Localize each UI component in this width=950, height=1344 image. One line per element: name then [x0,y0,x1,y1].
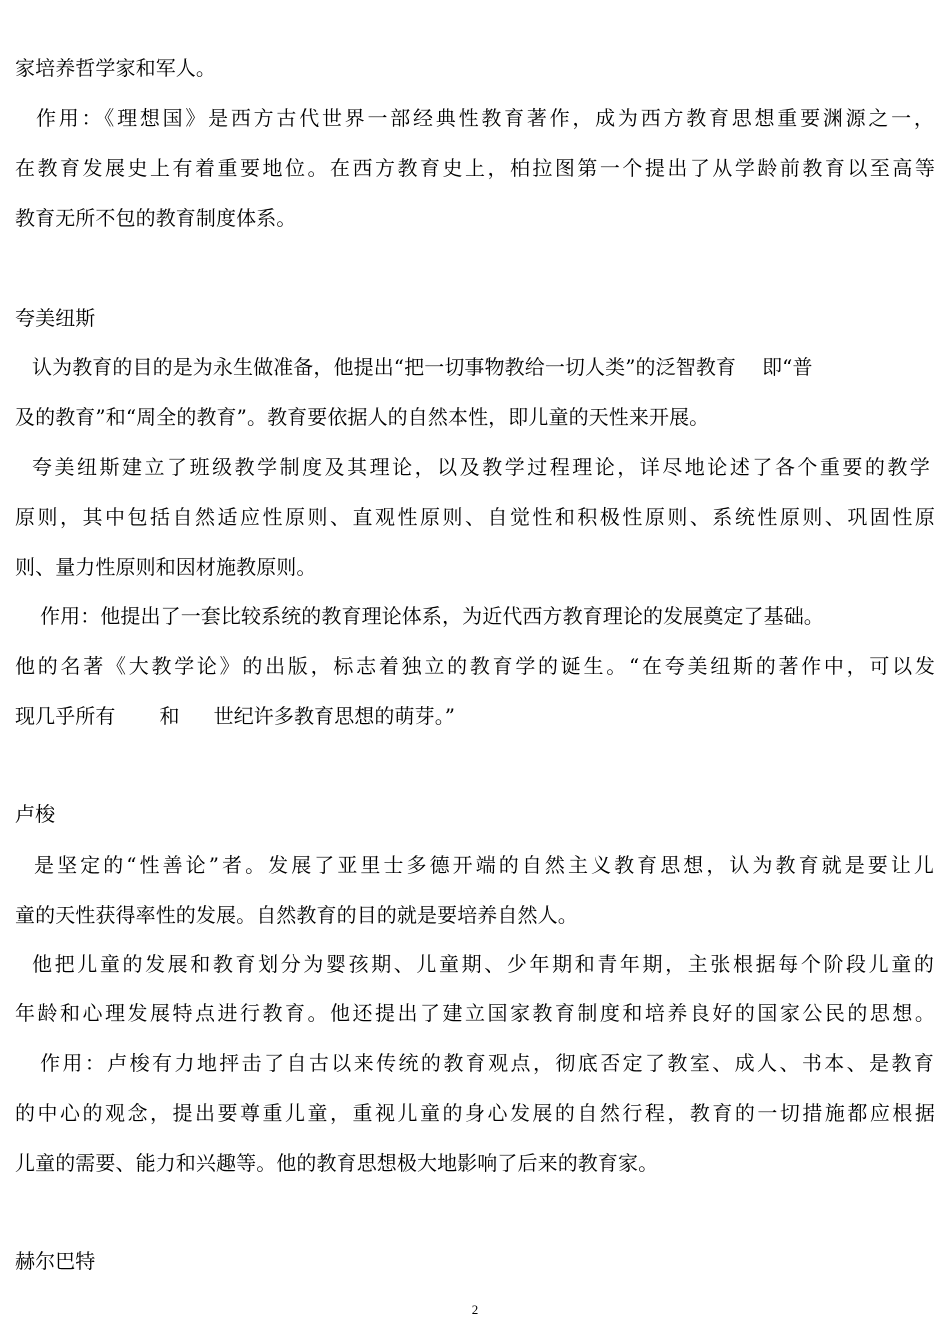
section-heading: 夸美纽斯 [15,306,96,330]
paragraph-line: 则、量力性原则和因材施教原则。 [15,555,317,579]
text-run: 世纪许多教育思想的萌芽。” [213,704,456,728]
text-run: 即“普 [762,355,813,379]
paragraph-line: 家培养哲学家和军人。 [15,56,216,80]
page-number: 2 [471,1302,479,1317]
paragraph-line: 作用：他提出了一套比较系统的教育理论体系，为近代西方教育理论的发展奠定了基础。 [40,604,824,628]
paragraph-line: 童的天性获得率性的发展。自然教育的目的就是要培养自然人。 [15,903,578,927]
paragraph-line: 原则，其中包括自然适应性原则、直观性原则、自觉性和积极性原则、系统性原则、巩固性原 [15,505,935,529]
paragraph-line [15,702,935,730]
paragraph-line: 儿童的需要、能力和兴趣等。他的教育思想极大地影响了后来的教育家。 [15,1151,659,1175]
paragraph-line: 的中心的观念，提出要尊重儿童，重视儿童的身心发展的自然行程，教育的一切措施都应根据 [15,1101,935,1125]
section-heading: 赫尔巴特 [15,1249,96,1273]
paragraph-line: 年龄和心理发展特点进行教育。他还提出了建立国家教育制度和培养良好的国家公民的思想。 [15,1001,935,1025]
paragraph-line: 作用：卢梭有力地抨击了自古以来传统的教育观点，彻底否定了教室、成人、书本、是教育 [40,1051,934,1075]
paragraph-line: 教育无所不包的教育制度体系。 [15,206,297,230]
paragraph-line: 在教育发展史上有着重要地位。在西方教育史上，柏拉图第一个提出了从学龄前教育以至高等 [15,156,935,180]
paragraph-line [32,353,935,381]
paragraph-line: 及的教育”和“周全的教育”。教育要依据人的自然本性，即儿童的天性来开展。 [15,405,710,429]
text-run: 和 [159,704,180,728]
section-heading: 卢梭 [15,802,56,826]
paragraph-line: 他把儿童的发展和教育划分为婴孩期、儿童期、少年期和青年期，主张根据每个阶段儿童的 [32,952,934,976]
paragraph-line: 他的名著《大教学论》的出版，标志着独立的教育学的诞生。“在夸美纽斯的著作中，可以发 [15,654,935,678]
paragraph-line: 夸美纽斯建立了班级教学制度及其理论，以及教学过程理论，详尽地论述了各个重要的教学 [32,455,930,479]
paragraph-line: 是坚定的“性善论”者。发展了亚里士多德开端的自然主义教育思想，认为教育就是要让儿 [34,853,934,877]
text-run: 现几乎所有 [15,704,116,728]
text-run: 认为教育的目的是为永生做准备，他提出“把一切事物教给一切人类”的泛智教育 [32,355,737,379]
paragraph-line: 作用：《理想国》是西方古代世界一部经典性教育著作，成为西方教育思想重要渊源之一， [36,106,934,130]
